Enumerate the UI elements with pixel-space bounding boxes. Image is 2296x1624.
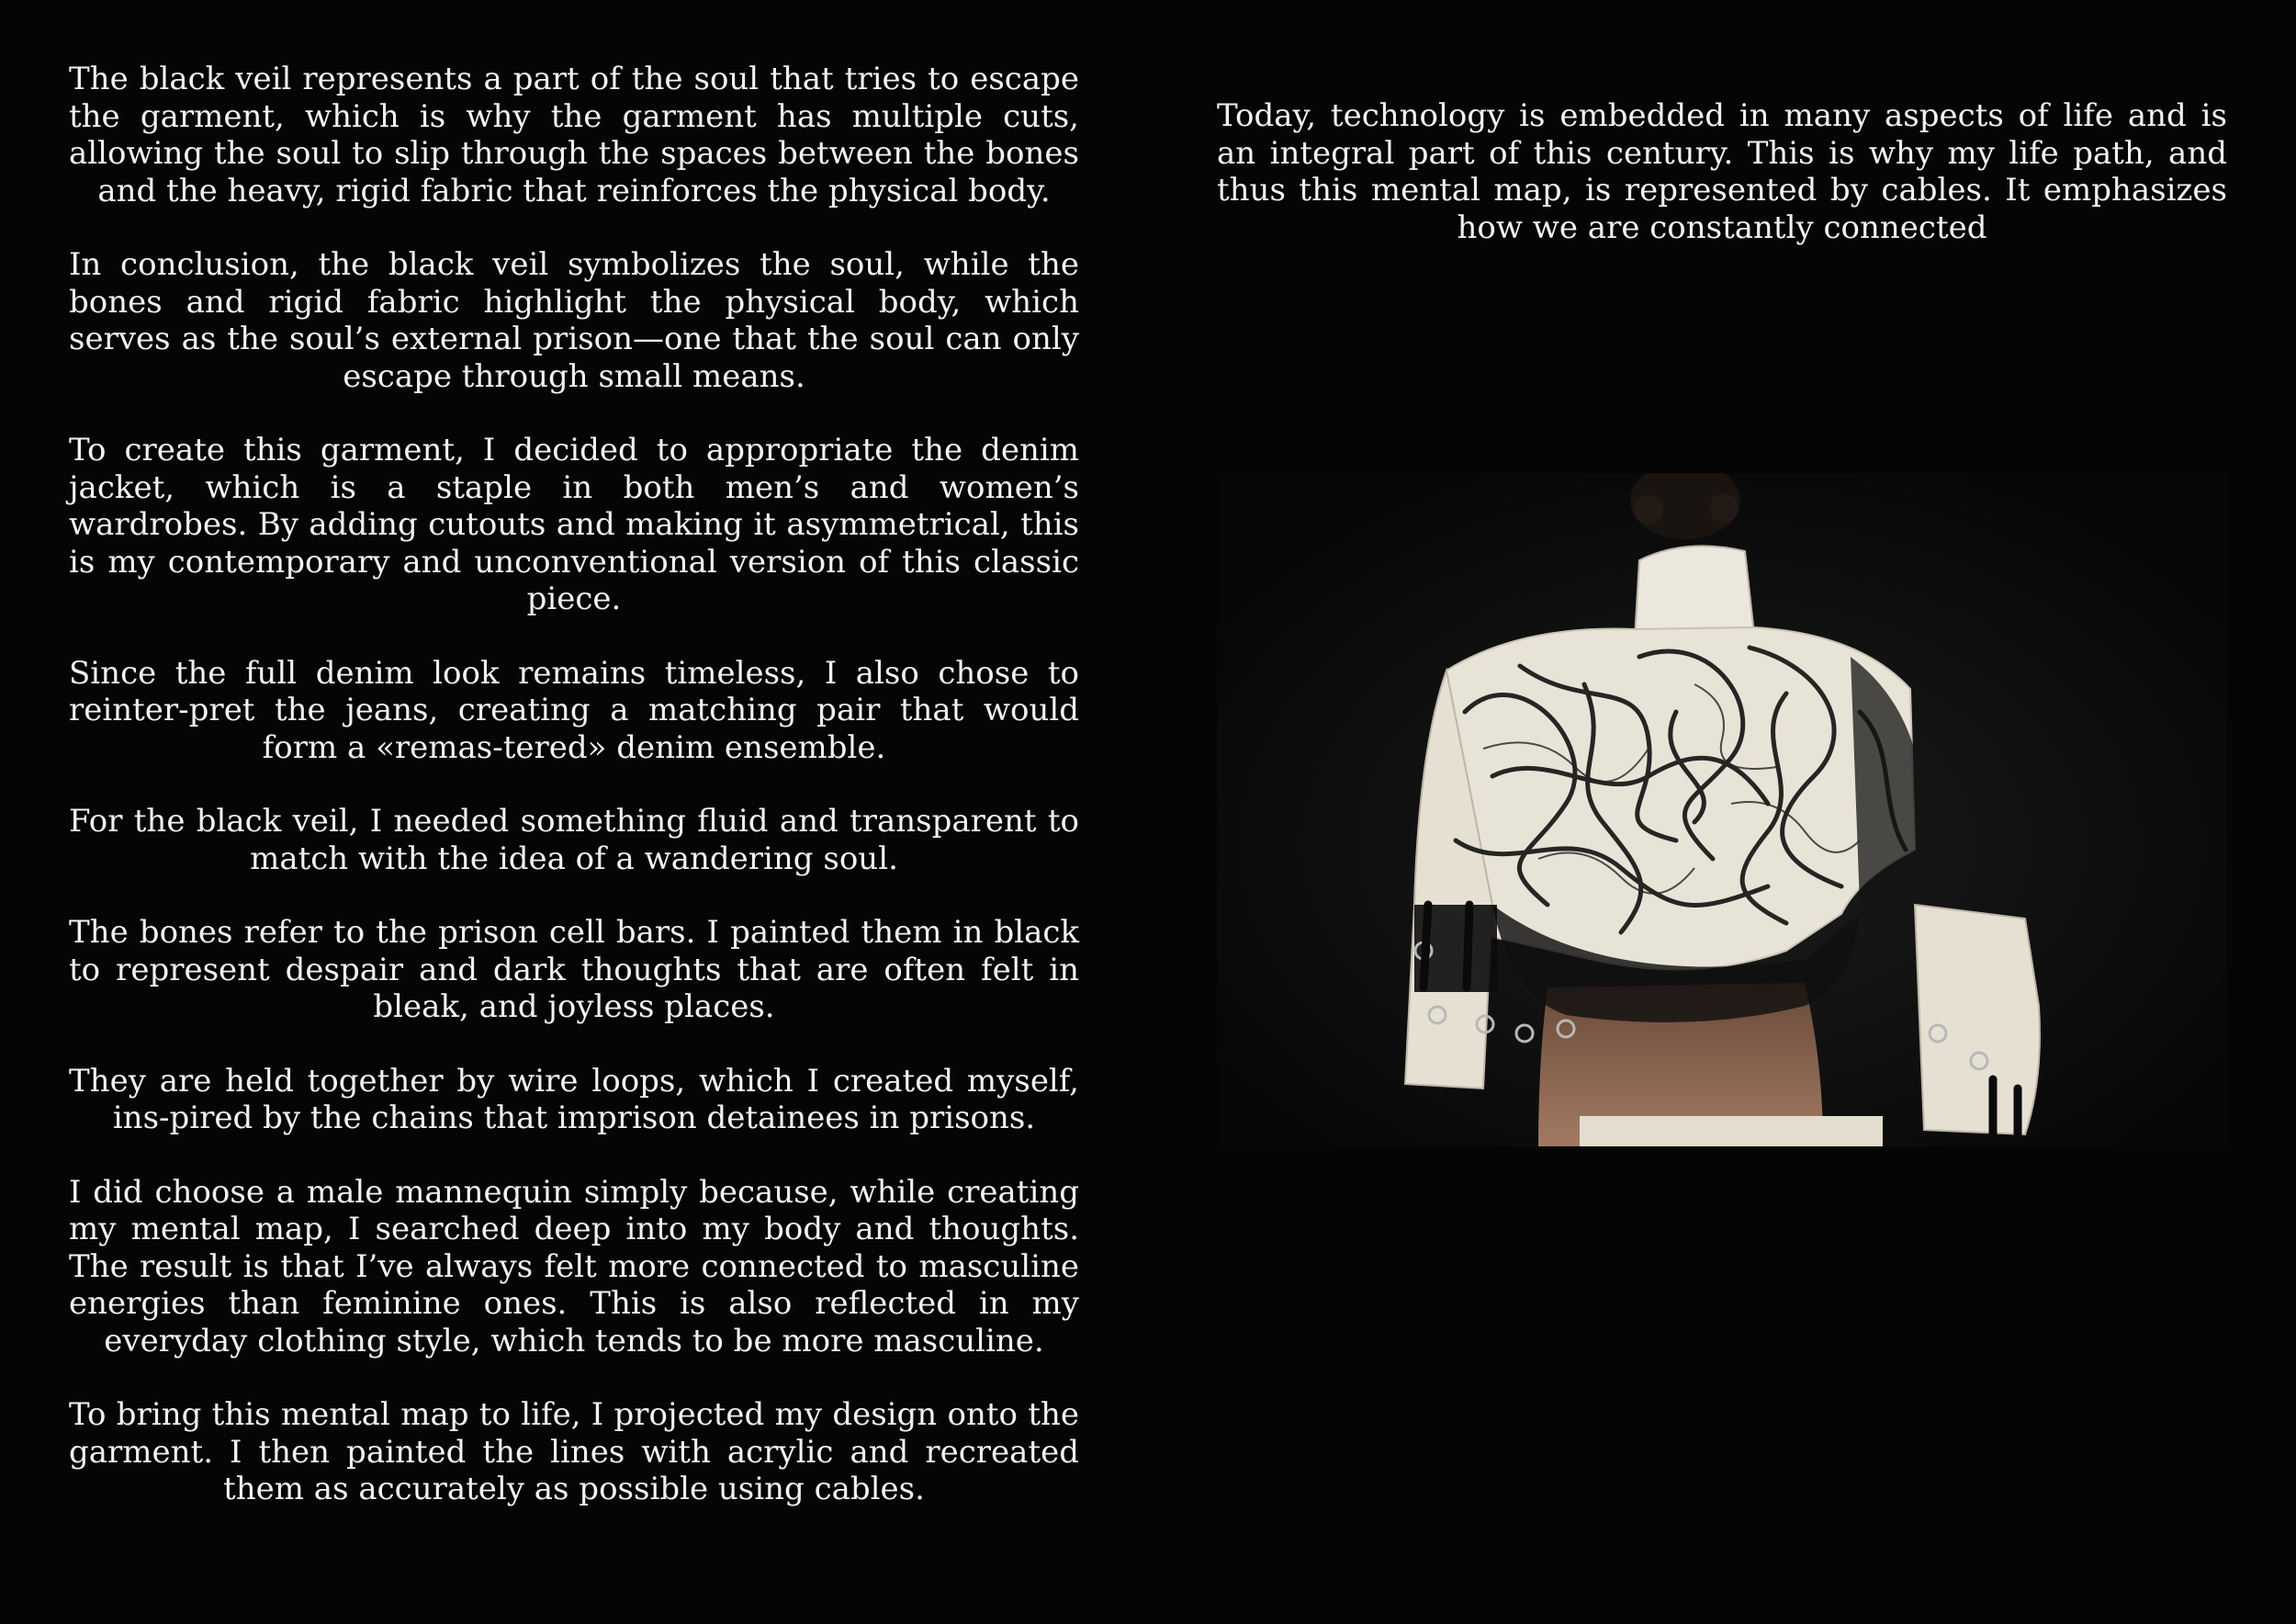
paragraph-projection: To bring this mental map to life, I projected my design onto the garment. I then painted the lines with acrylic and recreated them as accurately as possible using cables. (69, 1396, 1079, 1507)
paragraph-veil-fabric: For the black veil, I needed something fluid and transparent to match with the idea of a wandering soul. (69, 803, 1079, 877)
paragraph-bones: The bones refer to the prison cell bars. I painted them in black to represent despair and dark thoughts that are often felt in bleak, and joyless places. (69, 914, 1079, 1025)
left-text-column (69, 61, 1079, 1545)
garment-photo (1217, 473, 2227, 1146)
technology-intro-paragraph: Today, technology is embedded in many aspects of life and is an integral part of this century. This is why my life path, and thus this mental map, is represented by cables. It emphasizes how we are constantly connected (1217, 97, 2227, 246)
paragraph-black-veil: The black veil represents a part of the soul that tries to escape the garment, which is why the garment has multiple cuts, allowing the soul to slip through the spaces between the bones and the heavy, rigid fabric that reinforces the physical body. (69, 61, 1079, 209)
paragraph-jeans: Since the full denim look remains timeless, I also chose to reinter-pret the jeans, creating a matching pair that would form a «remas-tered» denim ensemble. (69, 654, 1079, 766)
paragraph-denim-jacket: To create this garment, I decided to appropriate the denim jacket, which is a staple in both men’s and women’s wardrobes. By adding cutouts and making it asymmetrical, this is my contemporary and unconventional version of this classic piece. (69, 432, 1079, 617)
paragraph-conclusion: In conclusion, the black veil symbolizes the soul, while the bones and rigid fabric highlight the physical body, which serves as the soul’s external prison—one that the soul can only escape through small means. (69, 246, 1079, 395)
paragraph-wire-loops: They are held together by wire loops, which I created myself, ins-pired by the chains that imprison detainees in prisons. (69, 1062, 1079, 1136)
paragraph-mannequin: I did choose a male mannequin simply because, while creating my mental map, I searched deep into my body and thoughts. The result is that I’ve always felt more connected to masculine energies than feminine ones. This is also reflected in my everyday clothing style, which tends to be more masculine. (69, 1173, 1079, 1359)
collar (1635, 546, 1754, 638)
